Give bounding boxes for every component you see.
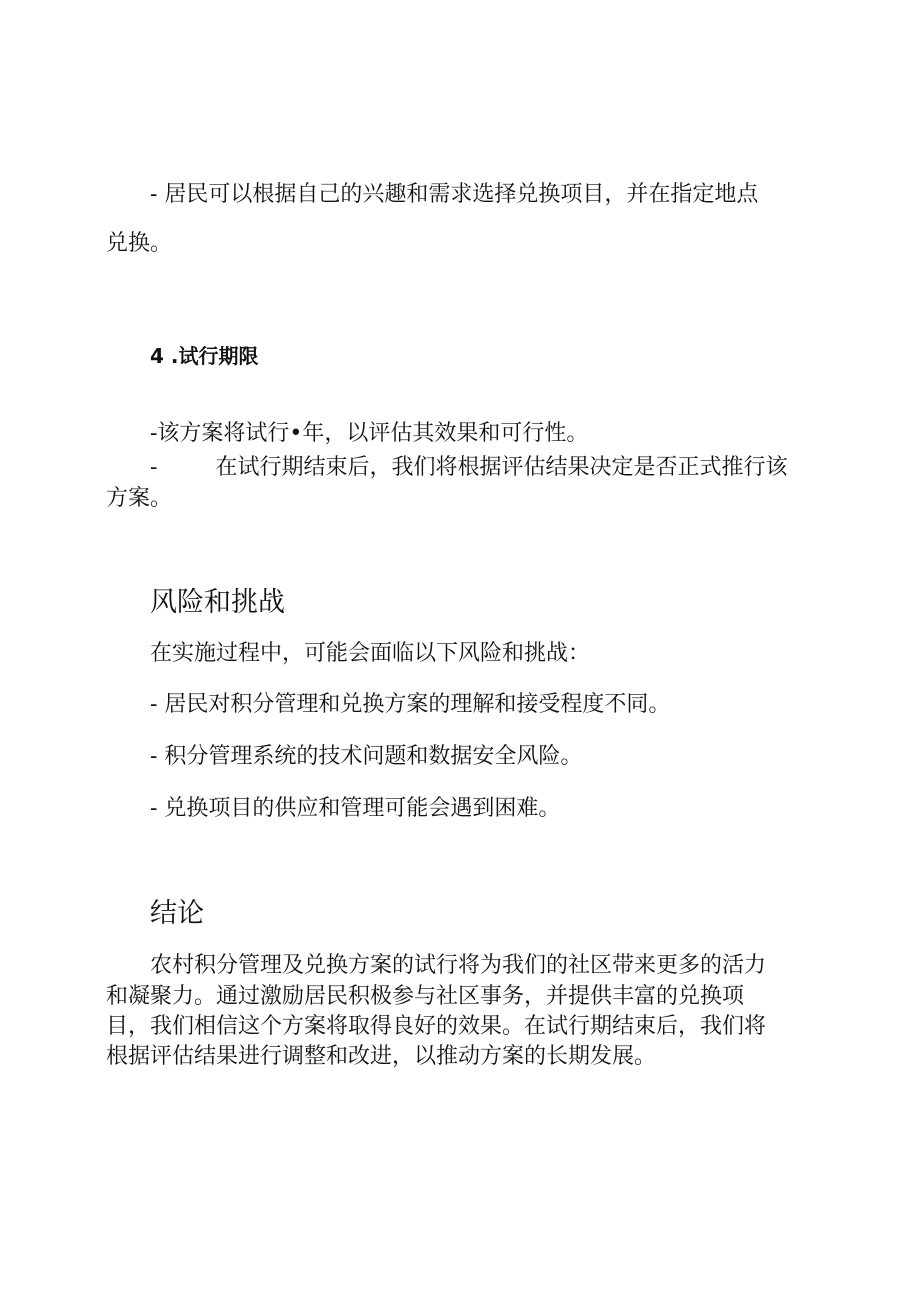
conclusion-heading: 结论 — [150, 898, 204, 929]
trial-item-1: -该方案将试行•年，以评估其效果和可行性。 — [150, 421, 589, 446]
risks-heading: 风险和挑战 — [150, 587, 285, 618]
trial-item-2 — [150, 453, 787, 483]
trial-item-2-text: 在试行期结束后，我们将根据评估结果决定是否正式推行该 — [215, 455, 788, 480]
risk-item-2: - 积分管理系统的技术问题和数据安全风险。 — [150, 744, 583, 769]
conclusion-line-4: 根据评估结果进行调整和改进，以推动方案的长期发展。 — [106, 1044, 657, 1069]
trial-period-heading: 4 .试行期限 — [150, 344, 259, 368]
conclusion-line-2: 和凝聚力。通过激励居民积极参与社区事务，并提供丰富的兑换项 — [106, 984, 745, 1009]
risk-item-1: - 居民对积分管理和兑换方案的理解和接受程度不同。 — [150, 692, 671, 717]
exchange-text-line-2: 兑换。 — [106, 231, 173, 256]
conclusion-line-3: 目，我们相信这个方案将取得良好的效果。在试行期结束后，我们将 — [106, 1014, 767, 1039]
exchange-text-line-1: - 居民可以根据自己的兴趣和需求选择兑换项目，并在指定地点 — [150, 182, 759, 207]
conclusion-line-1: 农村积分管理及兑换方案的试行将为我们的社区带来更多的活力 — [150, 953, 767, 978]
risks-intro: 在实施过程中，可能会面临以下风险和挑战： — [150, 641, 591, 666]
risk-item-3: - 兑换项目的供应和管理可能会遇到困难。 — [150, 796, 561, 821]
trial-item-2-dash: - — [150, 455, 158, 480]
trial-item-2-continuation: 方案。 — [106, 486, 173, 511]
